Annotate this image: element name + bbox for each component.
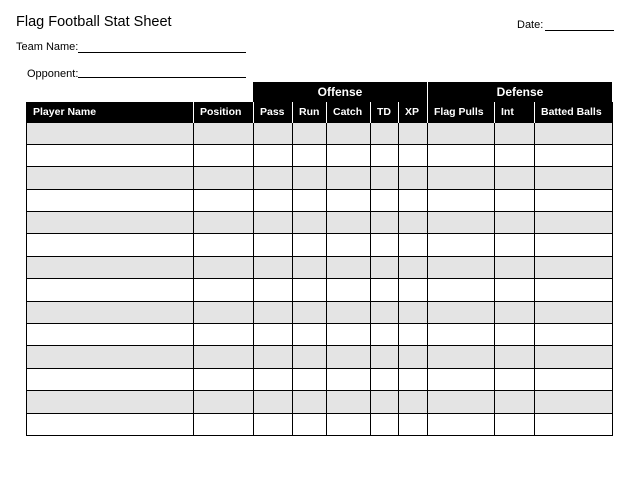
cell-pass[interactable] — [254, 256, 293, 278]
date-blank-line — [545, 30, 614, 31]
table-row — [27, 413, 613, 435]
cell-flag-pulls[interactable] — [428, 301, 495, 323]
cell-flag-pulls[interactable] — [428, 122, 495, 144]
cell-catch[interactable] — [327, 234, 371, 256]
cell-int[interactable] — [495, 212, 535, 234]
cell-position[interactable] — [194, 256, 254, 278]
cell-int[interactable] — [495, 279, 535, 301]
cell-flag-pulls[interactable] — [428, 346, 495, 368]
cell-pass[interactable] — [254, 189, 293, 211]
cell-catch[interactable] — [327, 368, 371, 390]
cell-position[interactable] — [194, 189, 254, 211]
cell-run[interactable] — [293, 346, 327, 368]
cell-catch[interactable] — [327, 256, 371, 278]
table-row — [27, 144, 613, 166]
date-label: Date: — [517, 19, 544, 31]
cell-td[interactable] — [371, 212, 399, 234]
cell-int[interactable] — [495, 234, 535, 256]
cell-catch[interactable] — [327, 167, 371, 189]
table-row — [27, 256, 613, 278]
cell-batted-balls[interactable] — [535, 279, 613, 301]
col-header-batted-balls: Batted Balls — [535, 102, 613, 122]
cell-position[interactable] — [194, 346, 254, 368]
col-header-int: Int — [495, 102, 535, 122]
cell-position[interactable] — [194, 324, 254, 346]
col-header-td: TD — [371, 102, 399, 122]
cell-flag-pulls[interactable] — [428, 279, 495, 301]
cell-player[interactable] — [27, 279, 194, 301]
cell-player[interactable] — [27, 234, 194, 256]
cell-position[interactable] — [194, 234, 254, 256]
col-header-run: Run — [293, 102, 327, 122]
cell-xp[interactable] — [399, 301, 428, 323]
cell-pass[interactable] — [254, 301, 293, 323]
opponent-field[interactable] — [27, 68, 78, 81]
cell-position[interactable] — [194, 122, 254, 144]
col-header-player-name: Player Name — [27, 102, 194, 122]
date-field[interactable] — [517, 19, 543, 32]
cell-td[interactable] — [371, 368, 399, 390]
cell-catch[interactable] — [327, 212, 371, 234]
cell-int[interactable] — [495, 346, 535, 368]
cell-pass[interactable] — [254, 144, 293, 166]
cell-flag-pulls[interactable] — [428, 189, 495, 211]
cell-td[interactable] — [371, 391, 399, 413]
cell-pass[interactable] — [254, 346, 293, 368]
cell-player[interactable] — [27, 256, 194, 278]
table-row — [27, 212, 613, 234]
cell-catch[interactable] — [327, 391, 371, 413]
cell-batted-balls[interactable] — [535, 324, 613, 346]
cell-xp[interactable] — [399, 212, 428, 234]
cell-xp[interactable] — [399, 324, 428, 346]
table-row — [27, 279, 613, 301]
col-header-catch: Catch — [327, 102, 371, 122]
cell-run[interactable] — [293, 301, 327, 323]
table-row — [27, 167, 613, 189]
cell-td[interactable] — [371, 346, 399, 368]
cell-player[interactable] — [27, 391, 194, 413]
cell-batted-balls[interactable] — [535, 234, 613, 256]
cell-flag-pulls[interactable] — [428, 212, 495, 234]
cell-player[interactable] — [27, 301, 194, 323]
cell-pass[interactable] — [254, 167, 293, 189]
table-row — [27, 391, 613, 413]
cell-td[interactable] — [371, 256, 399, 278]
cell-int[interactable] — [495, 256, 535, 278]
sheet-title: Flag Football Stat Sheet — [16, 14, 172, 30]
cell-int[interactable] — [495, 368, 535, 390]
col-header-flag-pulls: Flag Pulls — [428, 102, 495, 122]
cell-position[interactable] — [194, 301, 254, 323]
cell-run[interactable] — [293, 122, 327, 144]
table-row — [27, 301, 613, 323]
cell-xp[interactable] — [399, 391, 428, 413]
cell-flag-pulls[interactable] — [428, 256, 495, 278]
cell-catch[interactable] — [327, 413, 371, 435]
opponent-blank-line — [78, 77, 246, 78]
cell-int[interactable] — [495, 167, 535, 189]
cell-xp[interactable] — [399, 144, 428, 166]
cell-td[interactable] — [371, 324, 399, 346]
cell-xp[interactable] — [399, 167, 428, 189]
cell-pass[interactable] — [254, 279, 293, 301]
cell-xp[interactable] — [399, 368, 428, 390]
cell-player[interactable] — [27, 167, 194, 189]
cell-run[interactable] — [293, 413, 327, 435]
team-name-label: Team Name: — [16, 41, 79, 53]
cell-xp[interactable] — [399, 413, 428, 435]
cell-player[interactable] — [27, 212, 194, 234]
cell-pass[interactable] — [254, 122, 293, 144]
cell-batted-balls[interactable] — [535, 413, 613, 435]
cell-int[interactable] — [495, 391, 535, 413]
cell-batted-balls[interactable] — [535, 301, 613, 323]
cell-catch[interactable] — [327, 144, 371, 166]
cell-player[interactable] — [27, 346, 194, 368]
cell-int[interactable] — [495, 122, 535, 144]
cell-run[interactable] — [293, 144, 327, 166]
cell-position[interactable] — [194, 167, 254, 189]
cell-batted-balls[interactable] — [535, 212, 613, 234]
stat-table-body — [27, 122, 613, 435]
cell-xp[interactable] — [399, 122, 428, 144]
cell-position[interactable] — [194, 368, 254, 390]
team-name-field[interactable] — [16, 41, 78, 54]
cell-flag-pulls[interactable] — [428, 368, 495, 390]
cell-run[interactable] — [293, 368, 327, 390]
cell-position[interactable] — [194, 413, 254, 435]
col-header-position: Position — [194, 102, 254, 122]
cell-pass[interactable] — [254, 324, 293, 346]
cell-pass[interactable] — [254, 391, 293, 413]
col-header-pass: Pass — [254, 102, 293, 122]
cell-batted-balls[interactable] — [535, 144, 613, 166]
team-name-blank-line — [78, 52, 246, 53]
cell-position[interactable] — [194, 144, 254, 166]
cell-pass[interactable] — [254, 212, 293, 234]
cell-pass[interactable] — [254, 368, 293, 390]
cell-td[interactable] — [371, 144, 399, 166]
cell-player[interactable] — [27, 413, 194, 435]
cell-batted-balls[interactable] — [535, 167, 613, 189]
cell-catch[interactable] — [327, 301, 371, 323]
cell-batted-balls[interactable] — [535, 346, 613, 368]
defense-group-header: Defense — [428, 82, 612, 102]
cell-xp[interactable] — [399, 256, 428, 278]
cell-flag-pulls[interactable] — [428, 413, 495, 435]
cell-td[interactable] — [371, 301, 399, 323]
cell-position[interactable] — [194, 212, 254, 234]
col-header-xp: XP — [399, 102, 428, 122]
cell-td[interactable] — [371, 189, 399, 211]
cell-flag-pulls[interactable] — [428, 324, 495, 346]
stat-table — [26, 102, 613, 436]
cell-int[interactable] — [495, 144, 535, 166]
cell-run[interactable] — [293, 256, 327, 278]
cell-td[interactable] — [371, 279, 399, 301]
cell-catch[interactable] — [327, 346, 371, 368]
cell-td[interactable] — [371, 413, 399, 435]
cell-run[interactable] — [293, 167, 327, 189]
cell-int[interactable] — [495, 301, 535, 323]
cell-batted-balls[interactable] — [535, 189, 613, 211]
cell-int[interactable] — [495, 324, 535, 346]
table-row — [27, 368, 613, 390]
opponent-label: Opponent: — [27, 68, 79, 80]
cell-position[interactable] — [194, 391, 254, 413]
cell-xp[interactable] — [399, 234, 428, 256]
cell-td[interactable] — [371, 234, 399, 256]
cell-flag-pulls[interactable] — [428, 167, 495, 189]
cell-int[interactable] — [495, 413, 535, 435]
cell-player[interactable] — [27, 189, 194, 211]
table-row — [27, 122, 613, 144]
cell-player[interactable] — [27, 122, 194, 144]
cell-run[interactable] — [293, 234, 327, 256]
cell-catch[interactable] — [327, 279, 371, 301]
cell-run[interactable] — [293, 391, 327, 413]
cell-run[interactable] — [293, 189, 327, 211]
column-header-row — [27, 102, 613, 122]
cell-batted-balls[interactable] — [535, 122, 613, 144]
cell-pass[interactable] — [254, 413, 293, 435]
cell-player[interactable] — [27, 144, 194, 166]
cell-xp[interactable] — [399, 346, 428, 368]
cell-flag-pulls[interactable] — [428, 144, 495, 166]
cell-batted-balls[interactable] — [535, 391, 613, 413]
cell-catch[interactable] — [327, 122, 371, 144]
cell-player[interactable] — [27, 368, 194, 390]
cell-xp[interactable] — [399, 189, 428, 211]
cell-int[interactable] — [495, 189, 535, 211]
table-row — [27, 234, 613, 256]
cell-catch[interactable] — [327, 324, 371, 346]
cell-catch[interactable] — [327, 189, 371, 211]
cell-pass[interactable] — [254, 234, 293, 256]
cell-batted-balls[interactable] — [535, 368, 613, 390]
cell-td[interactable] — [371, 167, 399, 189]
cell-flag-pulls[interactable] — [428, 391, 495, 413]
cell-flag-pulls[interactable] — [428, 234, 495, 256]
cell-batted-balls[interactable] — [535, 256, 613, 278]
cell-run[interactable] — [293, 324, 327, 346]
table-row — [27, 346, 613, 368]
table-row — [27, 189, 613, 211]
cell-run[interactable] — [293, 212, 327, 234]
cell-xp[interactable] — [399, 279, 428, 301]
cell-run[interactable] — [293, 279, 327, 301]
offense-group-header: Offense — [253, 82, 427, 102]
cell-position[interactable] — [194, 279, 254, 301]
cell-td[interactable] — [371, 122, 399, 144]
table-row — [27, 324, 613, 346]
cell-player[interactable] — [27, 324, 194, 346]
